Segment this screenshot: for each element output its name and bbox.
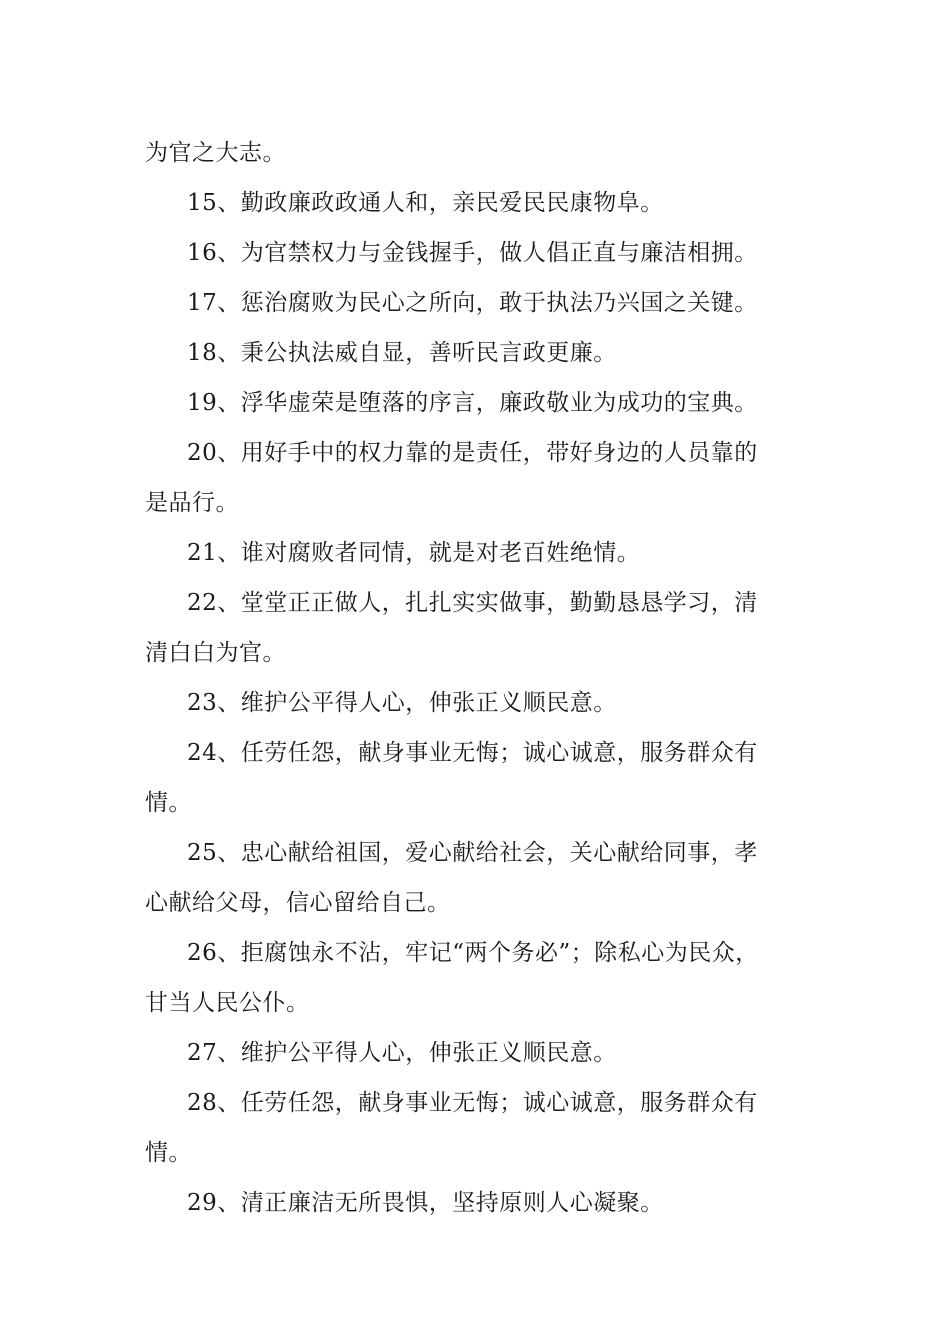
text-line: 29、清正廉洁无所畏惧，坚持原则人心凝聚。	[187, 1190, 664, 1216]
text-line: 15、勤政廉政政通人和，亲民爱民民康物阜。	[187, 190, 664, 216]
text-line: 清白白为官。	[145, 640, 286, 666]
text-line: 21、谁对腐败者同情，就是对老百姓绝情。	[187, 540, 641, 566]
text-line: 22、堂堂正正做人，扎扎实实做事，勤勤恳恳学习，清	[187, 590, 758, 616]
text-line: 16、为官禁权力与金钱握手，做人倡正直与廉洁相拥。	[187, 240, 758, 266]
text-line: 17、惩治腐败为民心之所向，敢于执法乃兴国之关键。	[187, 290, 758, 316]
text-line: 20、用好手中的权力靠的是责任，带好身边的人员靠的	[187, 440, 758, 466]
document-body	[145, 128, 825, 1228]
text-line: 23、维护公平得人心，伸张正义顺民意。	[187, 690, 617, 716]
text-line: 24、任劳任怨，献身事业无悔；诚心诚意，服务群众有	[187, 740, 758, 766]
text-line: 甘当人民公仆。	[145, 990, 310, 1016]
text-line: 27、维护公平得人心，伸张正义顺民意。	[187, 1040, 617, 1066]
text-line: 25、忠心献给祖国，爱心献给社会，关心献给同事，孝	[187, 840, 758, 866]
text-line: 19、浮华虚荣是堕落的序言，廉政敬业为成功的宝典。	[187, 390, 758, 416]
text-line: 情。	[145, 1140, 192, 1166]
text-line: 18、秉公执法威自显，善听民言政更廉。	[187, 340, 617, 366]
text-line: 为官之大志。	[145, 140, 286, 166]
text-line: 情。	[145, 790, 192, 816]
text-line: 是品行。	[145, 490, 239, 516]
text-line: 心献给父母，信心留给自己。	[145, 890, 451, 916]
text-line: 28、任劳任怨，献身事业无悔；诚心诚意，服务群众有	[187, 1090, 758, 1116]
text-line: 26、拒腐蚀永不沾，牢记“两个务必”；除私心为民众，	[187, 940, 759, 966]
